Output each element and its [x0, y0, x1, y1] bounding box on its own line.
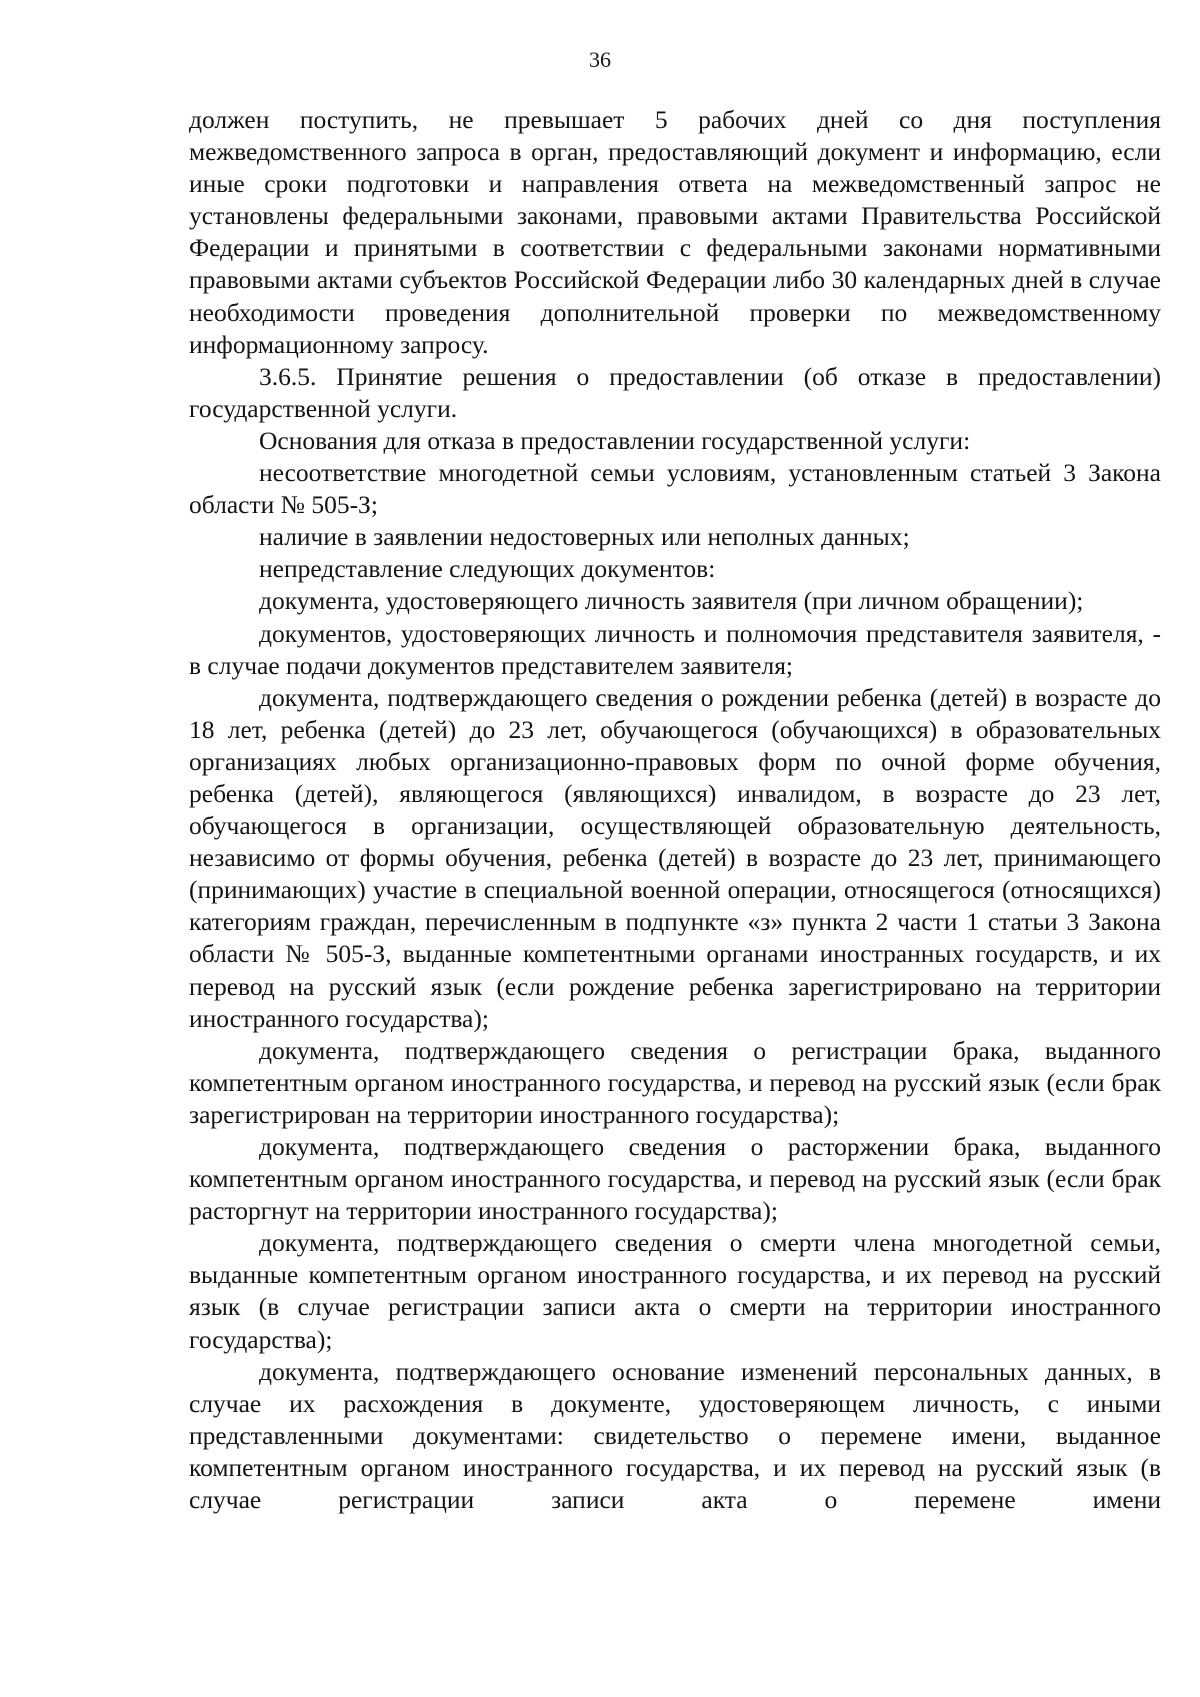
paragraph-document-item: документа, подтверждающего сведения о смерти члена многодетной семьи, выданные компетентным органом иностранного государства, и их перевод на русский язык (в случае регистрации записи акта о смерти на территории иностранного государства); — [189, 1228, 1161, 1354]
paragraph-document-item: документа, подтверждающего сведения о рождении ребенка (детей) в возрасте до 18 лет, ребенка (детей) до 23 лет, обучающегося (обучающихся) в образовательных организациях любых организационно-правовых форм по очной форме обучения, ребенка (детей), являющегося (являющихся) инвалидом, в возрасте до 23 лет, обучающегося в организации, осуществляющей образовательную деятельность, независимо от формы обучения, ребенка (детей) в возрасте до 23 лет, принимающего (принимающих) участие в специальной военной операции, относящегося (относящихся) категориям граждан, перечисленным в подпункте «з» пункта 2 части 1 статьи 3 Закона области № 505-З, выданные компетентными органами иностранных государств, и их перевод на русский язык (если рождение ребенка зарегистрировано на территории иностранного государства); — [189, 682, 1161, 1033]
paragraph-document-item: документа, подтверждающего сведения о регистрации брака, выданного компетентным органом иностранного государства, и перевод на русский язык (если брак зарегистрирован на территории иностранного государства); — [189, 1035, 1161, 1129]
paragraph-refusal-ground-item: наличие в заявлении недостоверных или неполных данных; — [259, 522, 910, 552]
page-number: 36 — [589, 47, 611, 72]
paragraph-continuation: должен поступить, не превышает 5 рабочих дней со дня поступления межведомственного запроса в орган, предоставляющий документ и информацию, если иные сроки подготовки и направления ответа на межведомственный запрос не установлены федеральными законами, правовыми актами Правительства Российской Федерации и принятыми в соответствии с федеральными законами нормативными правовыми актами субъектов Российской Федерации либо 30 календарных дней в случае необходимости проведения дополнительной проверки по межведомственному информационному запросу. — [189, 105, 1161, 359]
paragraph-refusal-grounds-heading: Основания для отказа в предоставлении государственной услуги: — [259, 425, 971, 455]
paragraph-refusal-ground-item: несоответствие многодетной семьи условиям, установленным статьей 3 Закона области № 505-З; — [189, 458, 1161, 520]
paragraph-document-item: документа, подтверждающего сведения о расторжении брака, выданного компетентным органом иностранного государства, и перевод на русский язык (если брак расторгнут на территории иностранного государства); — [189, 1132, 1161, 1226]
paragraph-document-item: документа, удостоверяющего личность заявителя (при личном обращении); — [259, 586, 1084, 616]
paragraph-document-item: документа, подтверждающего основание изменений персональных данных, в случае их расхождения в документе, удостоверяющем личность, с иными представленными документами: свидетельство о перемене имени, выданное компетентным органом иностранного государства, и их перевод на русский язык (в случае регистрации записи акта о перемене имени — [189, 1356, 1161, 1515]
paragraph-document-item: документов, удостоверяющих личность и полномочия представителя заявителя, - в случае подачи документов представителем заявителя; — [189, 618, 1161, 680]
document-body — [189, 104, 1161, 1516]
paragraph-section-3-6-5: 3.6.5. Принятие решения о предоставлении (об отказе в предоставлении) государственной услуги. — [189, 361, 1161, 423]
paragraph-refusal-ground-item: непредставление следующих документов: — [259, 554, 716, 584]
